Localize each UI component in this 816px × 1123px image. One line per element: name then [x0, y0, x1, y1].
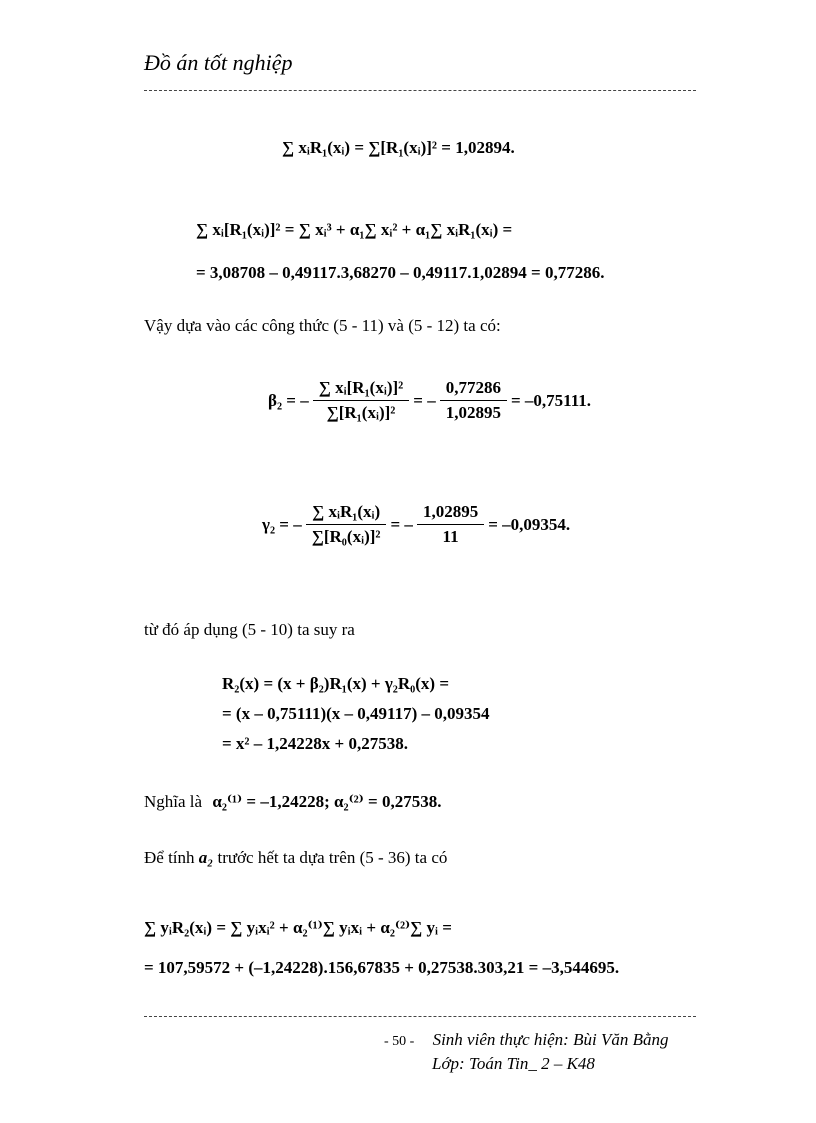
page-header-title: Đồ án tốt nghiệp: [144, 50, 293, 75]
beta-fraction-2: [440, 378, 507, 423]
beta-denominator-value: 1,02895: [445, 403, 501, 422]
footer-line-1: [384, 1030, 668, 1050]
footer-class: Lớp: Toán Tin_ 2 – K48: [432, 1054, 595, 1073]
paragraph-detinh: [144, 848, 447, 868]
detinh-label-a: Để tính: [144, 848, 195, 867]
gamma-fraction-1: [306, 502, 387, 547]
beta-mid: = –: [413, 390, 436, 410]
beta-numerator-value: 0,77286: [440, 378, 507, 401]
footer-student: Sinh viên thực hiện: Bùi Văn Bằng: [432, 1030, 669, 1049]
equation-1: ∑ xᵢR₁(xᵢ) = ∑[R₁(xᵢ)]² = 1,02894.: [282, 138, 515, 157]
gamma-rhs: = –0,09354.: [488, 514, 571, 534]
equation-2-line-2: = 3,08708 – 0,49117.3,68270 – 0,49117.1,02894 = 0,77286.: [196, 263, 605, 282]
a2-symbol: a₂: [198, 848, 214, 867]
gamma-denominator: ∑[R₀(xᵢ)]²: [311, 527, 381, 546]
footer-rule: [144, 1016, 696, 1017]
equation-last-line-2: = 107,59572 + (–1,24228).156,67835 + 0,27538.303,21 = –3,544695.: [144, 958, 620, 977]
page-number: - 50 -: [384, 1034, 415, 1049]
nghia-label: Nghĩa là: [144, 792, 203, 811]
gamma-numerator: ∑ xᵢR₁(xᵢ): [306, 502, 386, 525]
equation-r2-line-3: = x² – 1,24228x + 0,27538.: [222, 734, 408, 753]
equation-2-line-1: ∑ xᵢ[R₁(xᵢ)]² = ∑ xᵢ³ + α₁∑ xᵢ² + α₁∑ xᵢR₁(xᵢ) =: [196, 220, 513, 239]
gamma-denominator-value: 11: [442, 527, 459, 546]
equation-gamma: [262, 502, 570, 547]
equation-beta: [268, 378, 591, 423]
equation-r2-line-2: = (x – 0,75111)(x – 0,49117) – 0,09354: [222, 704, 490, 723]
gamma-numerator-value: 1,02895: [417, 502, 484, 525]
equation-r2-line-1: R₂(x) = (x + β₂)R₁(x) + γ₂R₀(x) =: [222, 674, 450, 693]
detinh-label-b: trước hết ta dựa trên (5 - 36) ta có: [217, 848, 448, 867]
beta-lhs: β₂ = –: [268, 390, 309, 410]
gamma-mid: = –: [390, 514, 413, 534]
nghia-equation: α₂⁽¹⁾ = –1,24228; α₂⁽²⁾ = 0,27538.: [212, 792, 442, 811]
beta-fraction-1: [313, 378, 410, 423]
gamma-lhs: γ₂ = –: [262, 514, 302, 534]
beta-denominator: ∑[R₁(xᵢ)]²: [326, 403, 396, 422]
paragraph-tudo: từ đó áp dụng (5 - 10) ta suy ra: [144, 620, 355, 639]
gamma-fraction-2: [417, 502, 484, 547]
beta-rhs: = –0,75111.: [510, 390, 592, 410]
paragraph-vay: Vậy dựa vào các công thức (5 - 11) và (5 - 12) ta có:: [144, 316, 501, 335]
paragraph-nghia: [144, 792, 441, 812]
header-rule: [144, 90, 696, 91]
beta-numerator: ∑ xᵢ[R₁(xᵢ)]²: [313, 378, 410, 401]
equation-last-line-1: ∑ yᵢR₂(xᵢ) = ∑ yᵢxᵢ² + α₂⁽¹⁾∑ yᵢxᵢ + α₂⁽²⁾∑ yᵢ =: [144, 918, 452, 937]
